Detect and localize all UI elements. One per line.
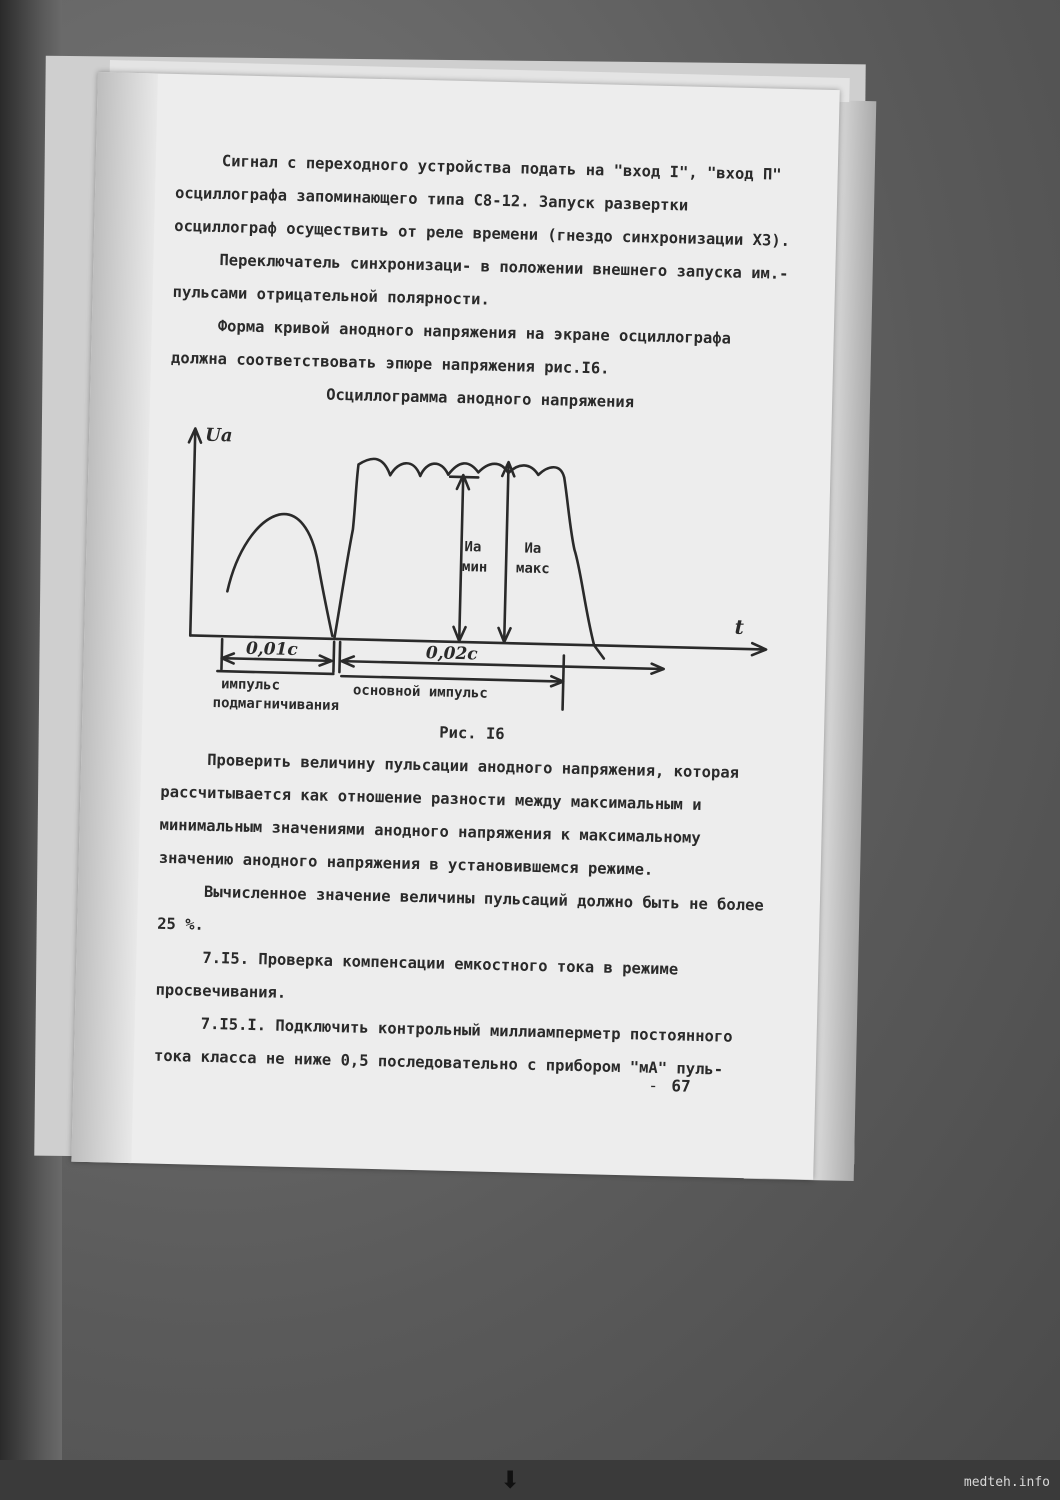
paragraph-1: Сигнал с переходного устройства подать на "вход I", "вход П" осциллографа запоминающего типа С8-12. Запуск развертки осциллограф осуществить от реле времени (гнездо синхронизации Х3).	[174, 152, 791, 250]
pulse-2-label: основной импульс	[352, 682, 488, 702]
page-number: 67	[671, 1076, 691, 1096]
paragraph-3: Форма кривой анодного напряжения на экране осциллографа должна соответствовать эпюре напряжения рис.I6.	[170, 317, 732, 378]
paragraph-2: Переключатель синхронизаци- в положении внешнего запуска им.- пульсами отрицательной полярности.	[172, 251, 789, 309]
y-axis-label: Uа	[204, 424, 233, 447]
u-max-label-1: Иа	[524, 540, 542, 557]
paragraph-6: 7.I5. Проверка компенсации емкостного тока в режиме просвечивания.	[155, 948, 679, 1002]
interval-2-label: 0,02с	[425, 643, 478, 665]
paragraph-5: Вычисленное значение величины пульсаций должно быть не более 25 %.	[156, 882, 764, 934]
page-content	[154, 144, 797, 1088]
dim-tick-1	[221, 639, 222, 669]
x-axis-label: t	[734, 614, 745, 639]
scanner-bottom-edge	[0, 1460, 1060, 1500]
paragraph-4: Проверить величину пульсации анодного напряжения, которая рассчитывается как отношение разности между максимальным и минимальным значениями анодного напряжения к максимальному значению анодного напряжения в установившемся режиме.	[158, 750, 740, 879]
u-min-tick	[450, 477, 478, 478]
u-min-line	[459, 477, 463, 639]
u-min-label-2: мин	[461, 559, 488, 576]
document-page	[71, 72, 839, 1180]
pulse-2-bracket	[341, 676, 563, 681]
oscillogram-figure	[162, 410, 789, 725]
pulse-1-label-2: подмагничивания	[212, 694, 340, 715]
pulse-1-label-1: импульс	[220, 676, 281, 694]
dim-tick-2	[333, 642, 334, 672]
oscillogram-svg	[162, 410, 789, 725]
u-max-label-2: макс	[515, 560, 550, 578]
magnetization-pulse-curve	[226, 513, 335, 636]
figure-caption: Рис. I6	[439, 723, 505, 744]
u-max-line	[504, 464, 508, 640]
y-axis	[190, 430, 195, 635]
page-number-dash: -	[648, 1075, 659, 1095]
watermark: medteh.info	[963, 1475, 1050, 1490]
u-min-label-1: Иа	[464, 539, 482, 556]
interval-1-label: 0,01с	[245, 638, 298, 661]
dim-tick-3	[339, 642, 340, 672]
figure-title: Осциллограмма анодного напряжения	[325, 385, 635, 412]
pulse-1-bracket	[217, 671, 333, 674]
paragraph-7: 7.I5.I. Подключить контрольный миллиамперметр постоянного тока класса не ниже 0,5 последовательно с прибором "мА" пуль-	[153, 1014, 733, 1079]
down-arrow-icon: ⬇	[500, 1466, 521, 1494]
dim-line-2	[342, 661, 664, 669]
